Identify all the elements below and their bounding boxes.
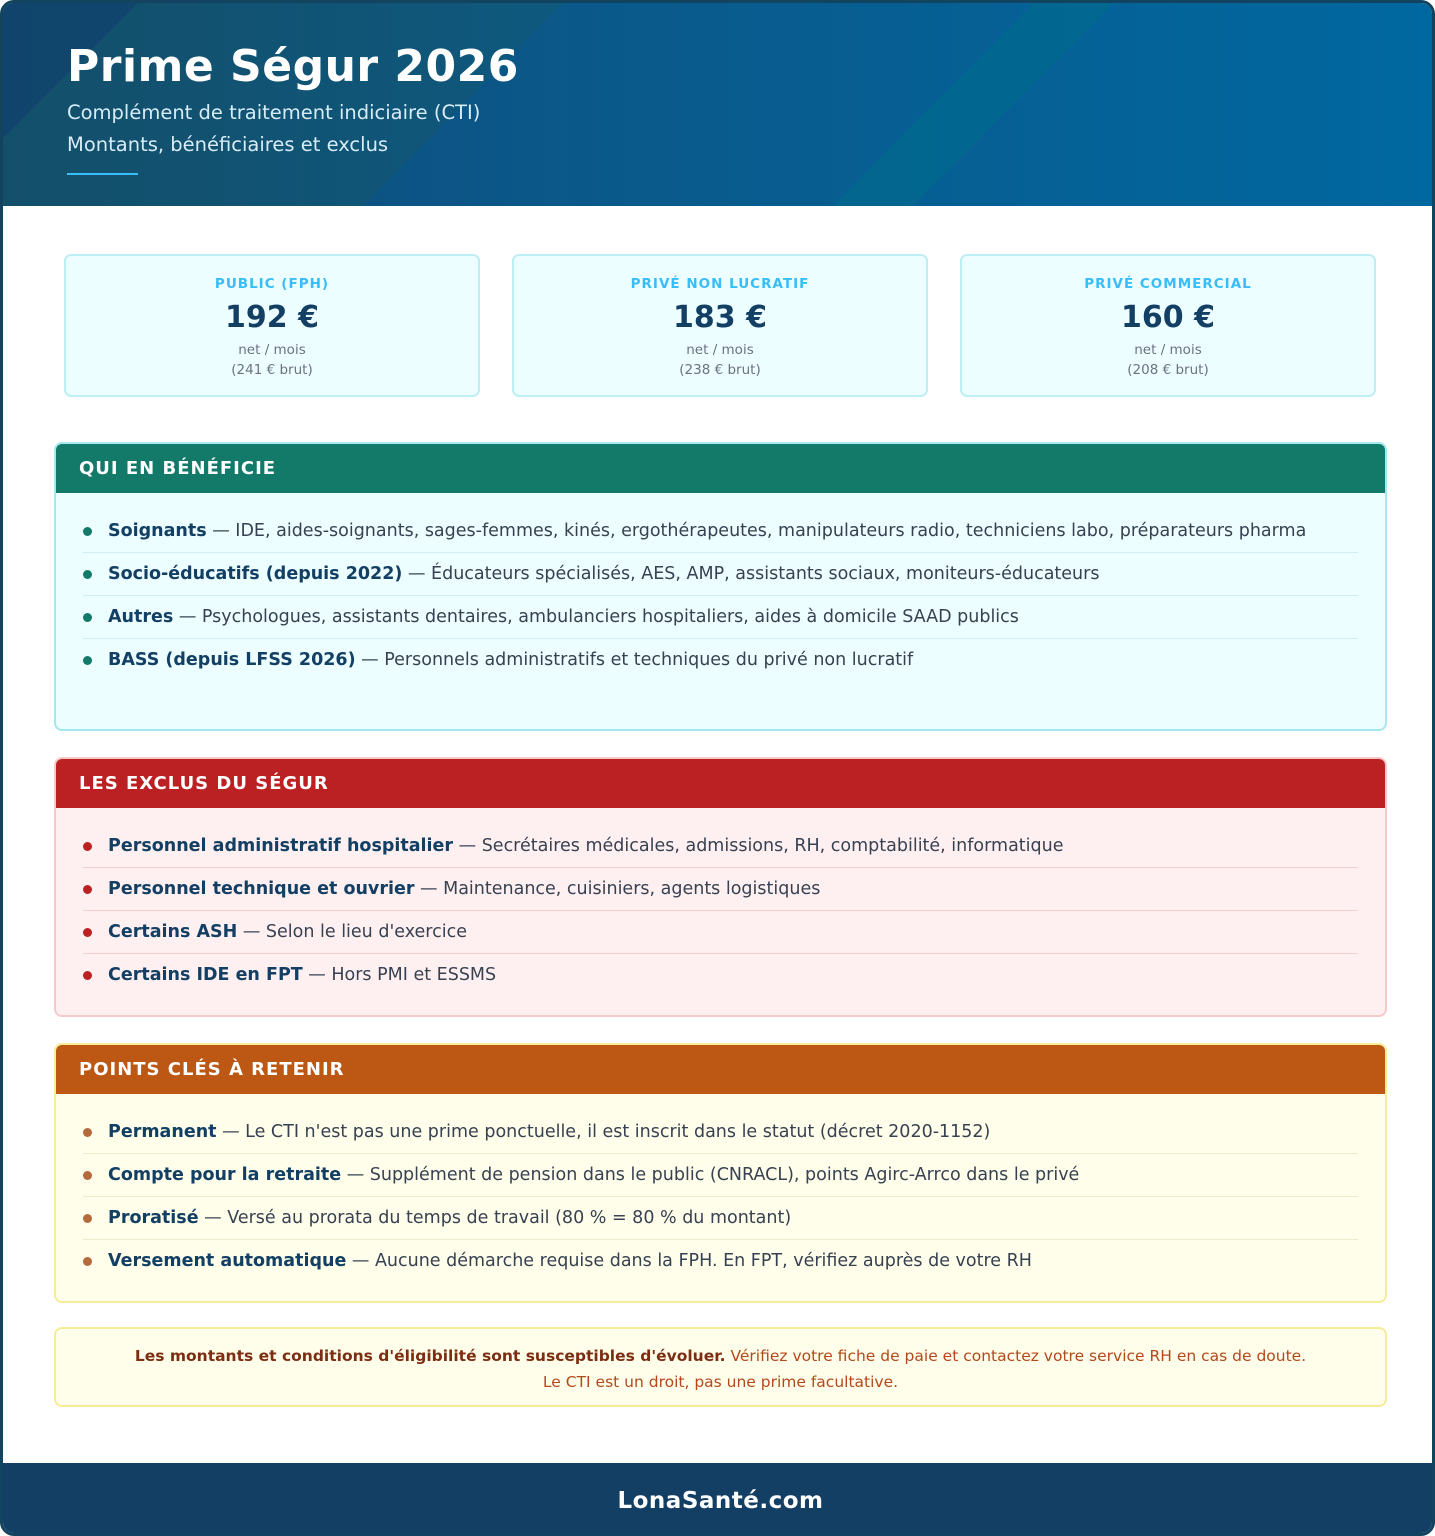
item-desc: — Aucune démarche requise dans la FPH. En FPT, vérifiez auprès de votre RH: [346, 1251, 1032, 1271]
list-item: [83, 875, 1358, 911]
list-item: [83, 1161, 1358, 1197]
stat-card-brut: (241 € brut): [231, 362, 313, 378]
section-exclus: [54, 757, 1387, 1017]
item-term: Certains IDE en FPT: [108, 965, 303, 985]
bullet-icon: [83, 527, 92, 536]
header-decor-stripe-right: [833, 3, 1113, 206]
item-desc: — Le CTI n'est pas une prime ponctuelle, il est inscrit dans le statut (décret 2020-1152): [216, 1122, 991, 1142]
list-item: [83, 517, 1358, 553]
list-item: [83, 1204, 1358, 1240]
item-term: Proratisé: [108, 1208, 199, 1228]
header-banner: [3, 3, 1435, 206]
bullet-icon: [83, 613, 92, 622]
stat-card-unit: net / mois: [686, 342, 754, 358]
section-points-cles: [54, 1043, 1387, 1303]
disclaimer-note: [54, 1327, 1387, 1407]
list-item: [83, 560, 1358, 596]
list-item: [83, 918, 1358, 954]
item-desc: — Psychologues, assistants dentaires, ambulanciers hospitaliers, aides à domicile SAAD publics: [173, 607, 1019, 627]
page-subtitle-2: Montants, bénéficiaires et exclus: [67, 133, 389, 156]
item-term: Compte pour la retraite: [108, 1165, 342, 1185]
bullet-icon: [83, 842, 92, 851]
list-item: [83, 832, 1358, 868]
item-desc: — Éducateurs spécialisés, AES, AMP, assistants sociaux, moniteurs-éducateurs: [402, 564, 1100, 584]
stat-card-label: PRIVÉ COMMERCIAL: [1084, 276, 1252, 292]
note-text: Vérifiez votre fiche de paie et contactez votre service RH en cas de doute.: [725, 1347, 1307, 1365]
section-title: QUI EN BÉNÉFICIE: [56, 444, 1385, 493]
bullet-icon: [83, 1214, 92, 1223]
section-beneficiaires: [54, 442, 1387, 731]
bullet-icon: [83, 928, 92, 937]
bullet-icon: [83, 570, 92, 579]
bullet-icon: [83, 656, 92, 665]
item-term: Versement automatique: [108, 1251, 347, 1271]
stat-card-public: [64, 254, 480, 397]
item-term: Autres: [108, 607, 174, 627]
stat-card-value: 192 €: [225, 300, 319, 335]
stat-card-brut: (238 € brut): [679, 362, 761, 378]
stat-card-unit: net / mois: [238, 342, 306, 358]
list-item: [83, 1247, 1358, 1282]
item-desc: — IDE, aides-soignants, sages-femmes, kinés, ergothérapeutes, manipulateurs radio, techniciens labo, préparateurs pharma: [206, 521, 1307, 541]
points-list: [56, 1094, 1385, 1282]
item-term: Soignants: [108, 521, 207, 541]
section-title: LES EXCLUS DU SÉGUR: [56, 759, 1385, 808]
bullet-icon: [83, 1128, 92, 1137]
item-term: Socio-éducatifs (depuis 2022): [108, 564, 403, 584]
exclus-list: [56, 808, 1385, 996]
item-term: BASS (depuis LFSS 2026): [108, 650, 356, 670]
item-term: Certains ASH: [108, 922, 238, 942]
stat-card-brut: (208 € brut): [1127, 362, 1209, 378]
note-bold: Les montants et conditions d'éligibilité sont susceptibles d'évoluer.: [134, 1347, 726, 1365]
item-desc: — Selon le lieu d'exercice: [237, 922, 467, 942]
page-subtitle: Complément de traitement indiciaire (CTI): [67, 101, 481, 124]
stat-card-label: PRIVÉ NON LUCRATIF: [630, 276, 810, 292]
title-underline: [67, 173, 138, 175]
list-item: [83, 1118, 1358, 1154]
bullet-icon: [83, 1171, 92, 1180]
stat-card-unit: net / mois: [1134, 342, 1202, 358]
list-item: [83, 646, 1358, 681]
bullet-icon: [83, 885, 92, 894]
item-desc: — Secrétaires médicales, admissions, RH, comptabilité, informatique: [453, 836, 1064, 856]
note-text-2: Le CTI est un droit, pas une prime facultative.: [542, 1373, 899, 1391]
page-title: Prime Ségur 2026: [67, 41, 519, 92]
footer-brand[interactable]: LonaSanté.com: [3, 1463, 1435, 1536]
stat-card-value: 183 €: [673, 300, 767, 335]
stat-card-value: 160 €: [1121, 300, 1215, 335]
item-term: Personnel administratif hospitalier: [108, 836, 454, 856]
item-desc: — Hors PMI et ESSMS: [302, 965, 497, 985]
list-item: [83, 603, 1358, 639]
item-desc: — Versé au prorata du temps de travail (80 % = 80 % du montant): [198, 1208, 792, 1228]
item-desc: — Supplément de pension dans le public (CNRACL), points Agirc-Arrco dans le privé: [341, 1165, 1080, 1185]
list-item: [83, 961, 1358, 996]
stat-card-label: PUBLIC (FPH): [214, 276, 330, 292]
stat-card-prive-non-lucratif: [512, 254, 928, 397]
stat-card-prive-commercial: [960, 254, 1376, 397]
item-term: Personnel technique et ouvrier: [108, 879, 415, 899]
bullet-icon: [83, 1257, 92, 1266]
item-desc: — Personnels administratifs et techniques du privé non lucratif: [355, 650, 914, 670]
beneficiaires-list: [56, 493, 1385, 681]
item-term: Permanent: [108, 1122, 217, 1142]
item-desc: — Maintenance, cuisiniers, agents logistiques: [414, 879, 821, 899]
section-title: POINTS CLÉS À RETENIR: [56, 1045, 1385, 1094]
bullet-icon: [83, 971, 92, 980]
